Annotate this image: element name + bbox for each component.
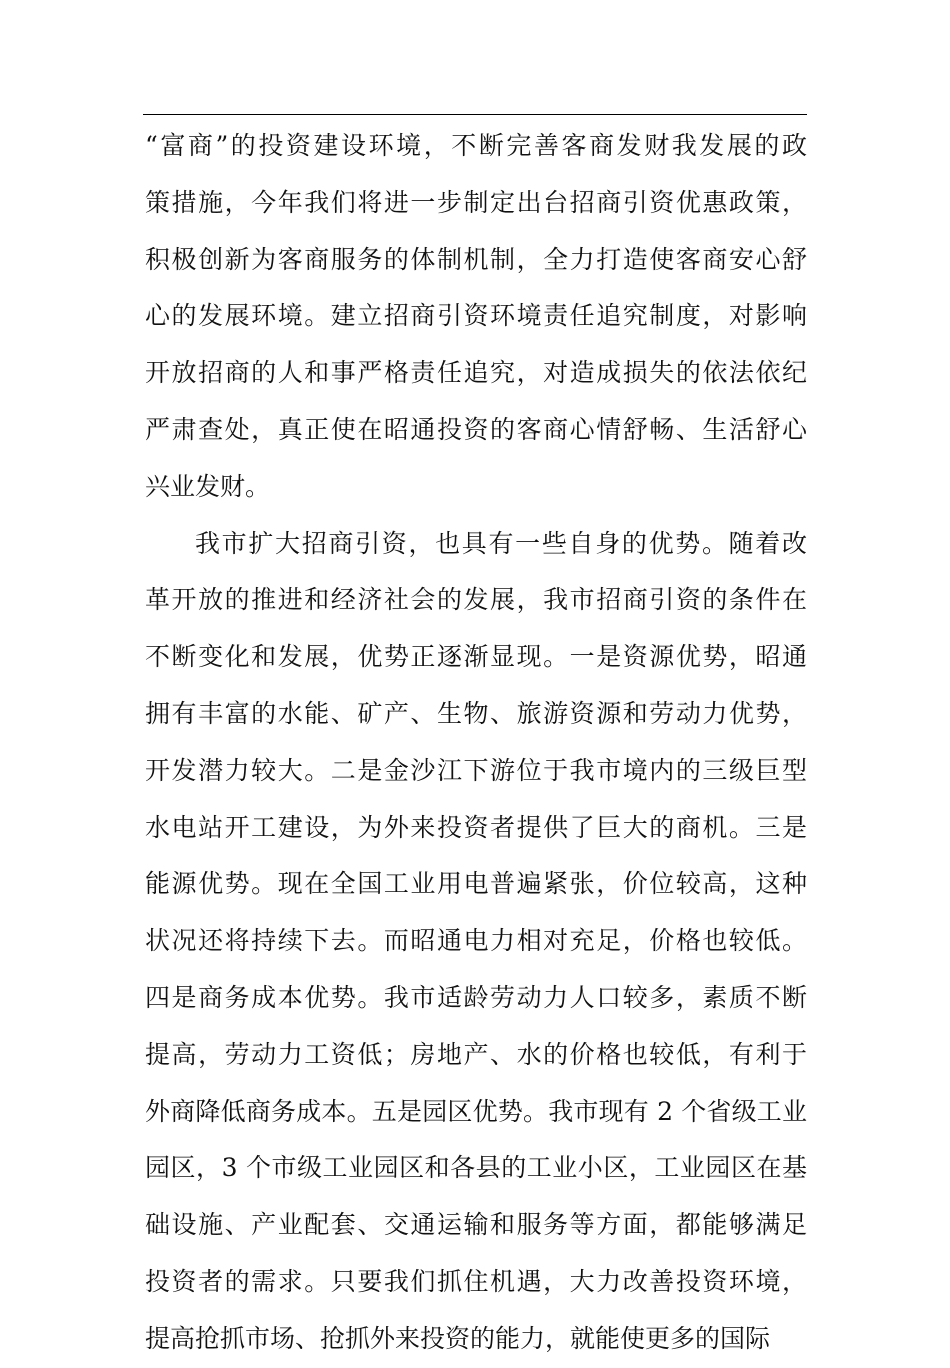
text-line: 开发潜力较大。二是金沙江下游位于我市境内的三级巨型	[145, 755, 807, 785]
text-line: 状况还将持续下去。而昭通电力相对充足，价格也较低。	[145, 926, 807, 956]
text-line: 心的发展环境。建立招商引资环境责任追究制度，对影响	[145, 301, 807, 331]
text-line: 水电站开工建设，为外来投资者提供了巨大的商机。三是	[145, 812, 807, 842]
text-line: 础设施、产业配套、交通运输和服务等方面，都能够满足	[145, 1210, 807, 1240]
text-line: 提高，劳动力工资低；房地产、水的价格也较低，有利于	[145, 1039, 807, 1069]
text-line: 拥有丰富的水能、矿产、生物、旅游资源和劳动力优势，	[145, 698, 807, 728]
text-line: 严肃查处，真正使在昭通投资的客商心情舒畅、生活舒心	[145, 414, 807, 444]
text-line: 策措施，今年我们将进一步制定出台招商引资优惠政策，	[145, 187, 807, 217]
text-line: 投资者的需求。只要我们抓住机遇，大力改善投资环境，	[145, 1266, 807, 1296]
text-line: 园区，3 个市级工业园区和各县的工业小区，工业园区在基	[145, 1153, 807, 1183]
text-line: 兴业发财。	[145, 471, 271, 501]
text-line: 提高抢抓市场、抢抓外来投资的能力，就能使更多的国际	[145, 1323, 771, 1353]
text-line: 不断变化和发展，优势正逐渐显现。一是资源优势，昭通	[145, 642, 807, 672]
text-line: 外商降低商务成本。五是园区优势。我市现有 2 个省级工业	[145, 1096, 807, 1126]
text-line: 开放招商的人和事严格责任追究，对造成损失的依法依纪	[145, 358, 807, 388]
text-line: 四是商务成本优势。我市适龄劳动力人口较多，素质不断	[145, 982, 807, 1012]
paragraph	[145, 118, 807, 516]
header-rule	[143, 114, 807, 115]
text-line: “富商”的投资建设环境，不断完善客商发财我发展的政	[145, 131, 807, 160]
text-line: 革开放的推进和经济社会的发展，我市招商引资的条件在	[145, 585, 807, 615]
text-line: 积极创新为客商服务的体制机制，全力打造使客商安心舒	[145, 244, 807, 274]
body-text	[145, 118, 807, 1368]
paragraph	[145, 516, 807, 1368]
text-line: 能源优势。现在全国工业用电普遍紧张，价位较高，这种	[145, 869, 807, 899]
text-line: 我市扩大招商引资，也具有一些自身的优势。随着改	[195, 528, 807, 558]
